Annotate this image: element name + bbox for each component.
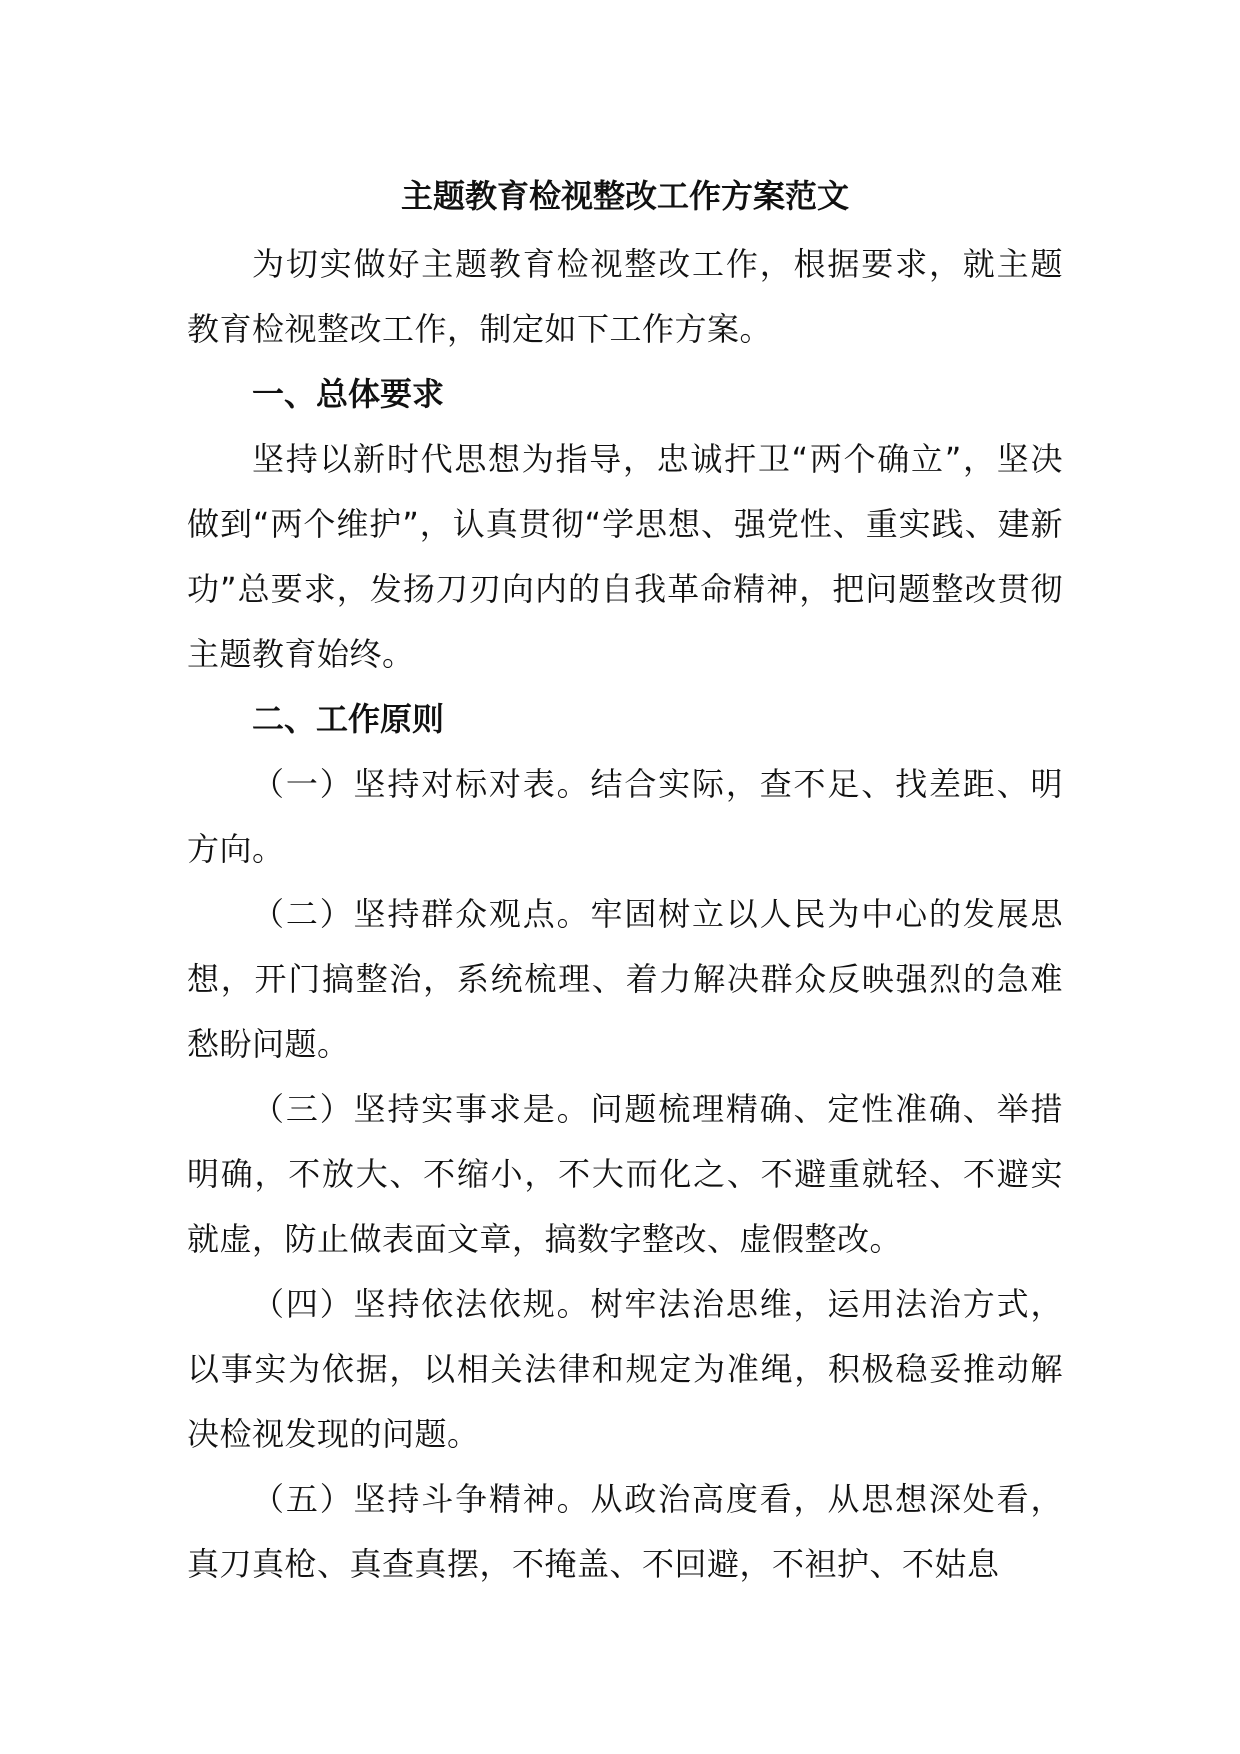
principle-5: （五）坚持斗争精神。从政治高度看，从思想深处看，真刀真枪、真查真摆，不掩盖、不回避，不袒护、不姑息 <box>187 1480 1063 1583</box>
principle-2: （二）坚持群众观点。牢固树立以人民为中心的发展思想，开门搞整治，系统梳理、着力解决群众反映强烈的急难愁盼问题。 <box>187 895 1063 1063</box>
section-1-heading: 一、总体要求 <box>252 375 445 413</box>
document-title: 主题教育检视整改工作方案范文 <box>400 177 849 215</box>
section-2-heading: 二、工作原则 <box>252 700 445 738</box>
principle-4: （四）坚持依法依规。树牢法治思维，运用法治方式，以事实为依据，以相关法律和规定为准绳，积极稳妥推动解决检视发现的问题。 <box>187 1285 1063 1453</box>
principle-1: （一）坚持对标对表。结合实际，查不足、找差距、明方向。 <box>187 765 1063 868</box>
section-1-body: 坚持以新时代思想为指导，忠诚扞卫“两个确立”，坚决做到“两个维护”，认真贯彻“学思想、强党性、重实践、建新功”总要求，发扬刀刃向内的自我革命精神，把问题整改贯彻主题教育始终。 <box>187 440 1063 673</box>
document-page <box>187 170 1063 1597</box>
intro-paragraph: 为切实做好主题教育检视整改工作，根据要求，就主题教育检视整改工作，制定如下工作方案。 <box>187 245 1063 348</box>
principle-3: （三）坚持实事求是。问题梳理精确、定性准确、举措明确，不放大、不缩小，不大而化之、不避重就轻、不避实就虚，防止做表面文章，搞数字整改、虚假整改。 <box>187 1090 1063 1258</box>
